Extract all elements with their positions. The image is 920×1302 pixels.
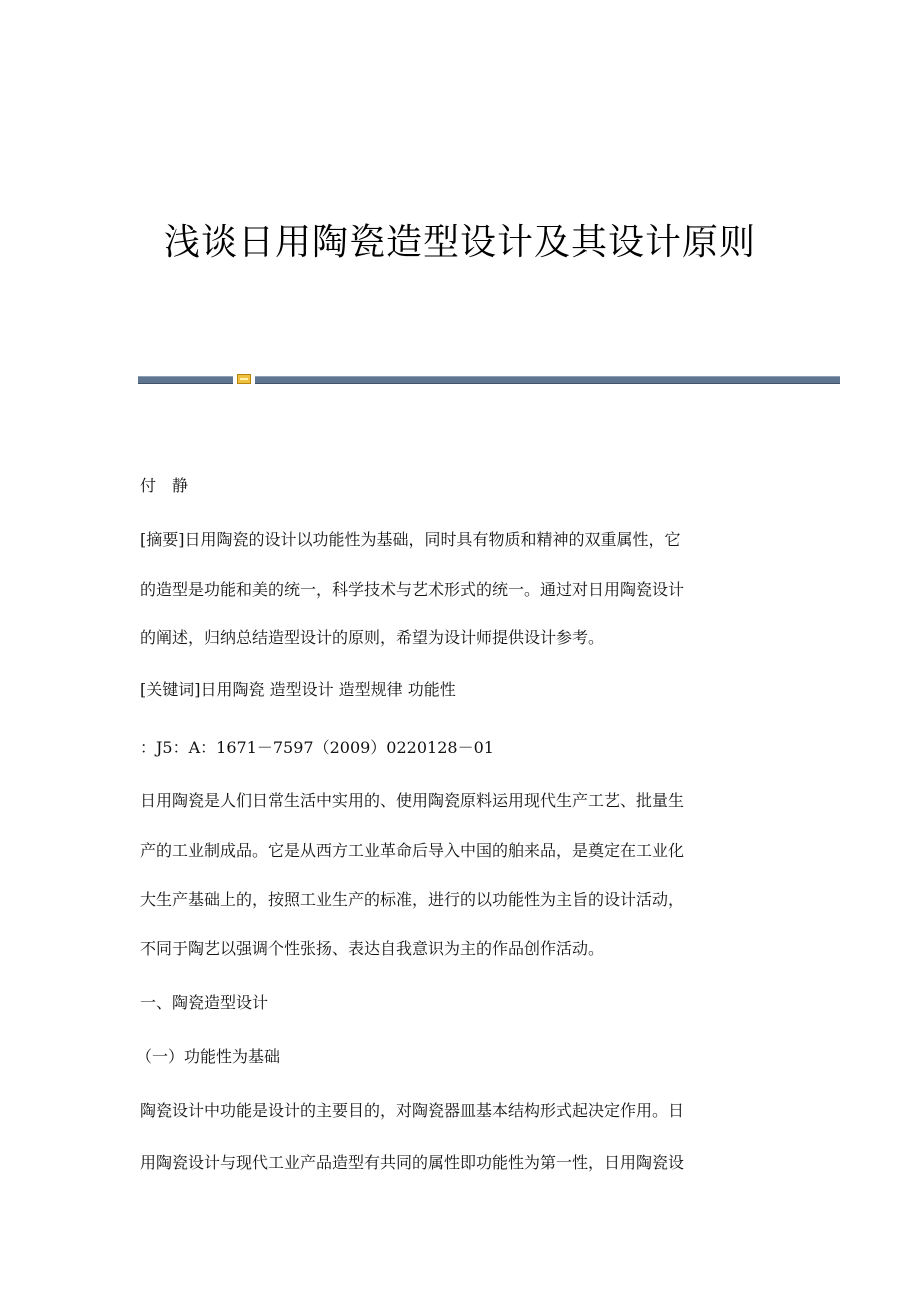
- document-title: 浅谈日用陶瓷造型设计及其设计原则: [163, 222, 756, 263]
- abstract-line: 的造型是功能和美的统一，科学技术与艺术形式的统一。通过对日用陶瓷设计: [140, 580, 685, 599]
- title-divider: [138, 374, 840, 386]
- intro-line: 大生产基础上的，按照工业生产的标准，进行的以功能性为主旨的设计活动，: [140, 890, 685, 909]
- divider-bar-right: [255, 376, 840, 384]
- body-line: 用陶瓷设计与现代工业产品造型有共同的属性即功能性为第一性，日用陶瓷设: [140, 1153, 685, 1172]
- gold-ornament-icon: [237, 374, 251, 384]
- section-heading: 一、陶瓷造型设计: [140, 993, 269, 1012]
- divider-bar-left: [138, 376, 233, 384]
- abstract-line: 的阐述，归纳总结造型设计的原则，希望为设计师提供设计参考。: [140, 628, 605, 647]
- intro-line: 不同于陶艺以强调个性张扬、表达自我意识为主的作品创作活动。: [140, 939, 605, 958]
- intro-line: 产的工业制成品。它是从西方工业革命后导入中国的舶来品，是奠定在工业化: [140, 841, 685, 860]
- intro-line: 日用陶瓷是人们日常生活中实用的、使用陶瓷原料运用现代生产工艺、批量生: [140, 791, 685, 810]
- abstract-line: [摘要]日用陶瓷的设计以功能性为基础，同时具有物质和精神的双重属性，它: [140, 530, 681, 549]
- subsection-heading: （一）功能性为基础: [136, 1047, 281, 1066]
- classification-line: ：J5：A：1671－7597（2009）0220128－01: [140, 738, 494, 757]
- keywords-line: [关键词]日用陶瓷 造型设计 造型规律 功能性: [140, 680, 456, 699]
- body-line: 陶瓷设计中功能是设计的主要目的，对陶瓷器皿基本结构形式起决定作用。日: [140, 1101, 685, 1120]
- author-name: 付 静: [140, 476, 189, 495]
